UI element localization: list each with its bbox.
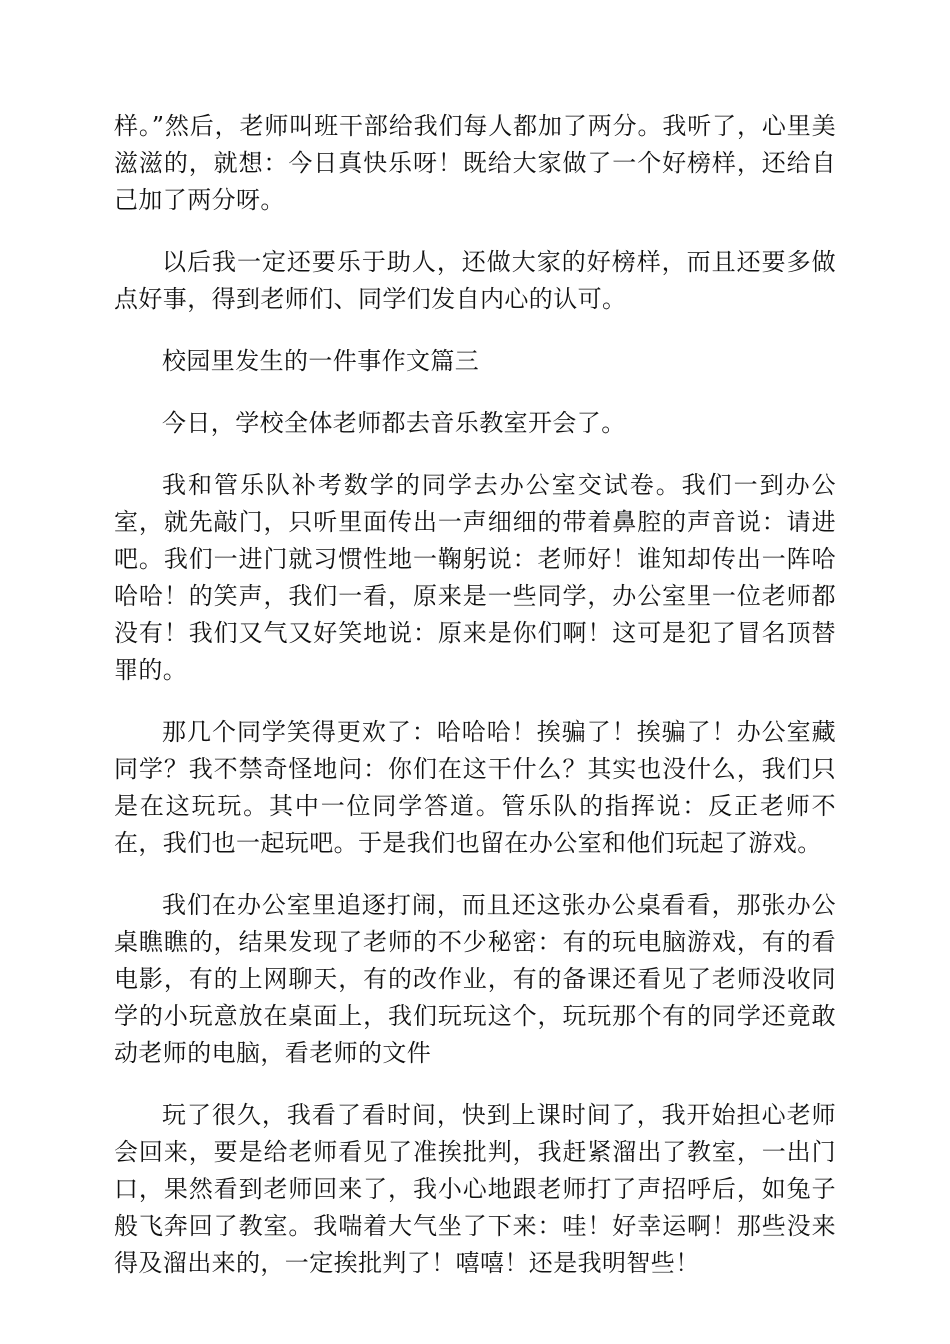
- paragraph-secrets: 我们在办公室里追逐打闹，而且还这张办公桌看看，那张办公桌瞧瞧的，结果发现了老师的不少秘密：有的玩电脑游戏，有的看电影，有的上网聊天，有的改作业，有的备课还看见了老师没收同学的小玩意放在桌面上，我们玩玩这个，玩玩那个有的同学还竟敢动老师的电脑，看老师的文件: [114, 891, 836, 1067]
- paragraph-escape: 玩了很久，我看了看时间，快到上课时间了，我开始担心老师会回来，要是给老师看见了准挨批判，我赶紧溜出了教室，一出门口，果然看到老师回来了，我小心地跟老师打了声招呼后，如兔子般飞奔回了教室。我喘着大气坐了下来：哇！好幸运啊！那些没来得及溜出来的，一定挨批判了！嘻嘻！还是我明智些！: [114, 1101, 836, 1277]
- document-body: [114, 108, 836, 1307]
- section-heading: 校园里发生的一件事作文篇三: [162, 347, 480, 375]
- paragraph-classmates-laugh: 那几个同学笑得更欢了：哈哈哈！挨骗了！挨骗了！办公室藏同学？我不禁奇怪地问：你们在这干什么？其实也没什么，我们只是在这玩玩。其中一位同学答道。管乐队的指挥说：反正老师不在，我们也一起玩吧。于是我们也留在办公室和他们玩起了游戏。: [114, 718, 836, 857]
- paragraph-intro: 今日，学校全体老师都去音乐教室开会了。: [162, 409, 626, 437]
- paragraph-office-arrival: 我和管乐队补考数学的同学去办公室交试卷。我们一到办公室，就先敲门，只听里面传出一声细细的带着鼻腔的声音说：请进吧。我们一进门就习惯性地一鞠躬说：老师好！谁知却传出一阵哈哈哈！的笑声，我们一看，原来是一些同学，办公室里一位老师都没有！我们又气又好笑地说：原来是你们啊！这可是犯了冒名顶替罪的。: [114, 471, 836, 684]
- paragraph-resolution: 以后我一定还要乐于助人，还做大家的好榜样，而且还要多做点好事，得到老师们、同学们发自内心的认可。: [114, 248, 836, 313]
- paragraph-continuation: 样。”然后，老师叫班干部给我们每人都加了两分。我听了，心里美滋滋的，就想：今日真快乐呀！既给大家做了一个好榜样，还给自己加了两分呀。: [114, 112, 836, 214]
